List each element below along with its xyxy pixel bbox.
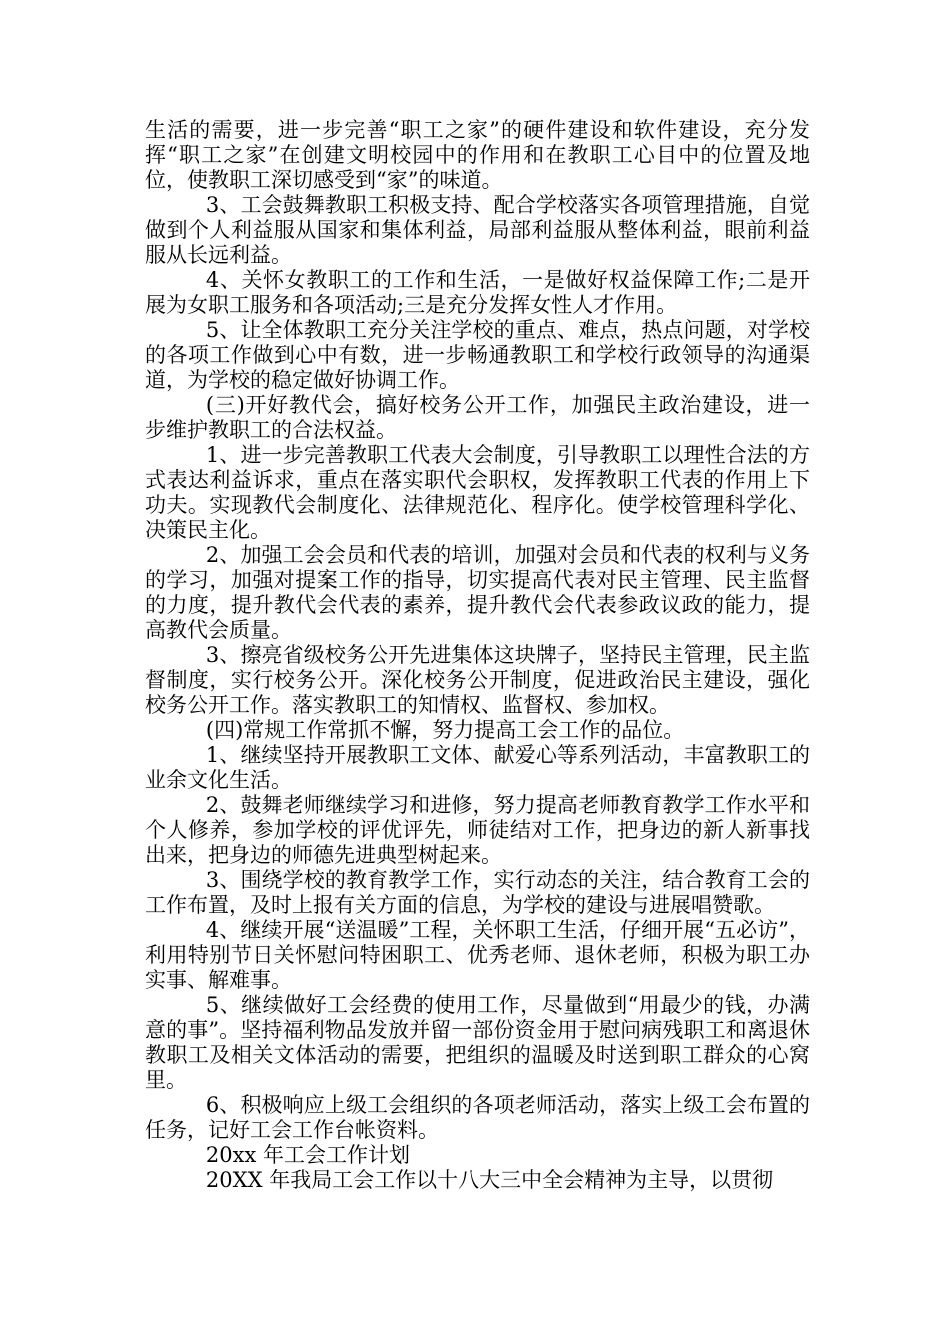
plan-title: 20xx 年工会工作计划 (205, 1143, 410, 1167)
paragraph-item-2-study: 2、鼓舞老师继续学习和进修，努力提高老师教育教学工作水平和个人修养，参加学校的评优评先，师徒结对工作，把身边的新人新事找出来，把身边的师德先进典型树起来。 (145, 793, 810, 867)
paragraph-item-5-focus-issues: 5、让全体教职工充分关注学校的重点、难点，热点问题，对学校的各项工作做到心中有数，进一步畅通教职工和学校行政领导的沟通渠道，为学校的稳定做好协调工作。 (145, 318, 810, 392)
paragraph-plan-intro: 20XX 年我局工会工作以十八大三中全会精神为主导，以贯彻 (205, 1168, 774, 1192)
paragraph-item-1-activities: 1、继续坚持开展教职工文体、献爱心等系列活动，丰富教职工的业余文化生活。 (145, 743, 810, 792)
paragraph-item-3-open-affairs: 3、擦亮省级校务公开先进集体这块牌子，坚持民主管理，民主监督制度，实行校务公开。深化校务公开制度，促进政治民主建设，强化校务公开工作。落实教职工的知情权、监督权、参加权。 (145, 643, 810, 717)
document-page (145, 118, 810, 1193)
paragraph-item-3-support-management: 3、工会鼓舞教职工积极支持、配合学校落实各项管理措施，自觉做到个人利益服从国家和集体利益，局部利益服从整体利益，眼前利益服从长远利益。 (145, 193, 810, 267)
paragraph-item-2-training: 2、加强工会会员和代表的培训，加强对会员和代表的权利与义务的学习，加强对提案工作的指导，切实提高代表对民主管理、民主监督的力度，提升教代会代表的素养，提升教代会代表参政议政的能力，提高教代会质量。 (145, 543, 810, 642)
section-heading-4: (四)常规工作常抓不懈，努力提高工会工作的品位。 (205, 718, 685, 742)
paragraph-item-4-female-staff: 4、关怀女教职工的工作和生活，一是做好权益保障工作;二是开展为女职工服务和各项活动;三是充分发挥女性人才作用。 (145, 268, 810, 317)
paragraph-intro-continuation: 生活的需要，进一步完善“职工之家”的硬件建设和软件建设，充分发挥“职工之家”在创建文明校园中的作用和在教职工心目中的位置及地位，使教职工深切感受到“家”的味道。 (145, 118, 810, 192)
paragraph-item-6-records: 6、积极响应上级工会组织的各项老师活动，落实上级工会布置的任务，记好工会工作台帐资料。 (145, 1093, 810, 1142)
paragraph-item-5-funds: 5、继续做好工会经费的使用工作，尽量做到“用最少的钱，办满意的事”。坚持福利物品发放并留一部份资金用于慰问病残职工和离退休教职工及相关文体活动的需要，把组织的温暖及时送到职工群众的心窝里。 (145, 993, 810, 1092)
section-heading-3: (三)开好教代会，搞好校务公开工作，加强民主政治建设，进一步维护教职工的合法权益。 (145, 393, 810, 442)
paragraph-item-3-teaching: 3、围绕学校的教育教学工作，实行动态的关注，结合教育工会的工作布置，及时上报有关方面的信息，为学校的建设与进展唱赞歌。 (145, 868, 810, 917)
paragraph-item-4-warmth: 4、继续开展“送温暖”工程，关怀职工生活，仔细开展“五必访”，利用特别节日关怀慰问特困职工、优秀老师、退休老师，积极为职工办实事、解难事。 (145, 918, 810, 992)
paragraph-item-1-congress-system: 1、进一步完善教职工代表大会制度，引导教职工以理性合法的方式表达利益诉求，重点在落实职代会职权，发挥教职工代表的作用上下功夫。实现教代会制度化、法律规范化、程序化。使学校管理科学化、决策民主化。 (145, 443, 810, 542)
